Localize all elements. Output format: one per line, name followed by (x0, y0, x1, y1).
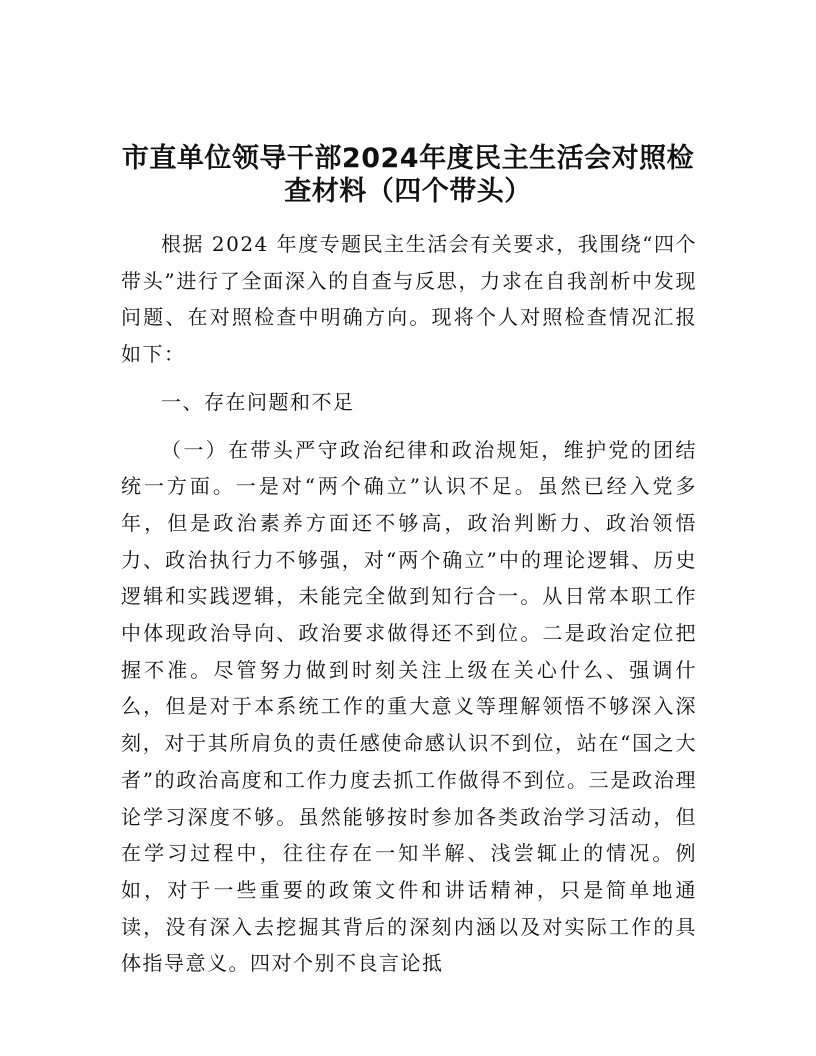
title-line-1: 市直单位领导干部2024年度民主生活会对照检 (121, 143, 695, 174)
title-line-2: 查材料（四个带头） (284, 176, 532, 207)
document-title (100, 142, 716, 208)
document-body (121, 226, 697, 982)
intro-paragraph: 根据 2024 年度专题民主生活会有关要求，我围绕“四个带头”进行了全面深入的自查与反思，力求在自我剖析中发现问题、在对照检查中明确方向。现将个人对照检查情况汇报如下： (121, 232, 697, 367)
section-paragraph: （一）在带头严守政治纪律和政治规矩，维护党的团结统一方面。一是对“两个确立”认识不足。虽然已经入党多年，但是政治素养方面还不够高，政治判断力、政治领悟力、政治执行力不够强，对“两个确立”中的理论逻辑、历史逻辑和实践逻辑，未能完全做到知行合一。从日常本职工作中体现政治导向、政治要求做得还不到位。二是政治定位把握不准。尽管努力做到时刻关注上级在关心什么、强调什么，但是对于本系统工作的重大意义等理解领悟不够深入深刻，对于其所肩负的责任感使命感认识不到位，站在“国之大者”的政治高度和工作力度去抓工作做得不到位。三是政治理论学习深度不够。虽然能够按时参加各类政治学习活动，但在学习过程中，往往存在一知半解、浅尝辄止的情况。例如，对于一些重要的政策文件和讲话精神，只是简单地通读，没有深入去挖掘其背后的深刻内涵以及对实际工作的具体指导意义。四对个别不良言论抵 (121, 437, 697, 976)
section-heading: 一、存在问题和不足 (161, 389, 355, 414)
